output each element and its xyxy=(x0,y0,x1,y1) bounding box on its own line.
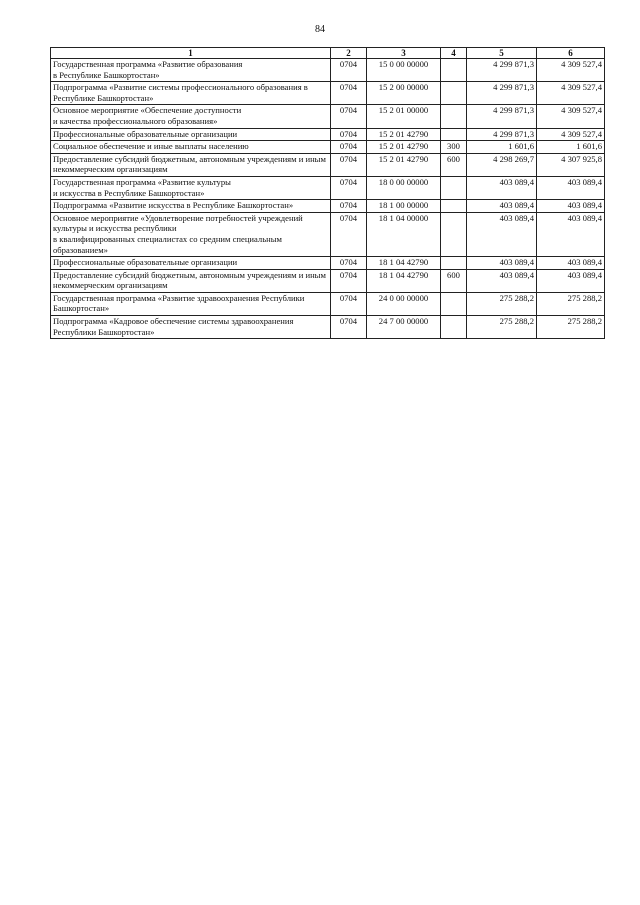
row-expense-type: 300 xyxy=(441,141,467,154)
row-expense-type xyxy=(441,176,467,199)
table-row xyxy=(51,257,605,270)
row-value-year1: 4 299 871,3 xyxy=(467,105,537,128)
row-name: Подпрограмма «Развитие системы профессионального образования в Республике Башкортостан» xyxy=(51,82,331,105)
row-expense-type xyxy=(441,200,467,213)
row-section-code: 0704 xyxy=(331,128,367,141)
row-section-code: 0704 xyxy=(331,153,367,176)
row-target-code: 18 0 00 00000 xyxy=(367,176,441,199)
row-section-code: 0704 xyxy=(331,269,367,292)
row-expense-type: 600 xyxy=(441,153,467,176)
row-value-year2: 403 089,4 xyxy=(537,200,605,213)
row-target-code: 18 1 04 42790 xyxy=(367,269,441,292)
row-expense-type xyxy=(441,292,467,315)
row-target-code: 15 2 01 42790 xyxy=(367,141,441,154)
row-name: Профессиональные образовательные организации xyxy=(51,257,331,270)
row-name: Государственная программа «Развитие здравоохранения Республики Башкортостан» xyxy=(51,292,331,315)
row-value-year1: 403 089,4 xyxy=(467,212,537,256)
table-row xyxy=(51,128,605,141)
row-target-code: 15 2 01 00000 xyxy=(367,105,441,128)
row-name: Государственная программа «Развитие культуры и искусства в Республике Башкортостан» xyxy=(51,176,331,199)
row-value-year1: 4 299 871,3 xyxy=(467,59,537,82)
row-value-year2: 403 089,4 xyxy=(537,176,605,199)
table-row xyxy=(51,82,605,105)
row-value-year1: 403 089,4 xyxy=(467,257,537,270)
table-row xyxy=(51,176,605,199)
column-header: 5 xyxy=(467,48,537,59)
row-value-year2: 4 309 527,4 xyxy=(537,82,605,105)
row-value-year1: 4 299 871,3 xyxy=(467,128,537,141)
row-section-code: 0704 xyxy=(331,176,367,199)
row-name: Основное мероприятие «Обеспечение доступности и качества профессионального образования» xyxy=(51,105,331,128)
row-name: Социальное обеспечение и иные выплаты населению xyxy=(51,141,331,154)
row-name: Основное мероприятие «Удовлетворение потребностей учреждений культуры и искусства республики в квалифицированных специалистах со средним специальным образованием» xyxy=(51,212,331,256)
row-expense-type xyxy=(441,257,467,270)
row-value-year2: 1 601,6 xyxy=(537,141,605,154)
row-value-year1: 403 089,4 xyxy=(467,269,537,292)
row-section-code: 0704 xyxy=(331,316,367,339)
row-value-year2: 4 309 527,4 xyxy=(537,59,605,82)
row-value-year2: 275 288,2 xyxy=(537,316,605,339)
row-target-code: 15 2 01 42790 xyxy=(367,153,441,176)
row-value-year2: 403 089,4 xyxy=(537,257,605,270)
row-value-year1: 4 298 269,7 xyxy=(467,153,537,176)
row-target-code: 18 1 04 00000 xyxy=(367,212,441,256)
row-value-year2: 275 288,2 xyxy=(537,292,605,315)
row-target-code: 24 7 00 00000 xyxy=(367,316,441,339)
table-row xyxy=(51,141,605,154)
table-row xyxy=(51,269,605,292)
table-body xyxy=(51,59,605,339)
row-name: Предоставление субсидий бюджетным, автономным учреждениям и иным некоммерческим организациям xyxy=(51,153,331,176)
row-name: Государственная программа «Развитие образования в Республике Башкортостан» xyxy=(51,59,331,82)
row-value-year1: 1 601,6 xyxy=(467,141,537,154)
row-name: Профессиональные образовательные организации xyxy=(51,128,331,141)
row-section-code: 0704 xyxy=(331,141,367,154)
column-header: 1 xyxy=(51,48,331,59)
row-section-code: 0704 xyxy=(331,82,367,105)
row-section-code: 0704 xyxy=(331,200,367,213)
table-row xyxy=(51,59,605,82)
row-value-year1: 403 089,4 xyxy=(467,200,537,213)
row-section-code: 0704 xyxy=(331,292,367,315)
table-row xyxy=(51,316,605,339)
column-header: 4 xyxy=(441,48,467,59)
row-expense-type xyxy=(441,212,467,256)
row-section-code: 0704 xyxy=(331,105,367,128)
row-expense-type xyxy=(441,316,467,339)
column-header: 6 xyxy=(537,48,605,59)
row-target-code: 24 0 00 00000 xyxy=(367,292,441,315)
row-target-code: 15 0 00 00000 xyxy=(367,59,441,82)
column-header: 2 xyxy=(331,48,367,59)
row-target-code: 15 2 01 42790 xyxy=(367,128,441,141)
row-expense-type: 600 xyxy=(441,269,467,292)
row-section-code: 0704 xyxy=(331,59,367,82)
row-name: Подпрограмма «Развитие искусства в Республике Башкортостан» xyxy=(51,200,331,213)
budget-table xyxy=(50,47,605,339)
row-value-year1: 403 089,4 xyxy=(467,176,537,199)
row-section-code: 0704 xyxy=(331,257,367,270)
row-value-year2: 4 307 925,8 xyxy=(537,153,605,176)
table-row xyxy=(51,212,605,256)
row-target-code: 18 1 04 42790 xyxy=(367,257,441,270)
table-row xyxy=(51,200,605,213)
row-value-year1: 275 288,2 xyxy=(467,292,537,315)
row-name: Предоставление субсидий бюджетным, автономным учреждениям и иным некоммерческим организациям xyxy=(51,269,331,292)
row-expense-type xyxy=(441,82,467,105)
row-value-year2: 403 089,4 xyxy=(537,269,605,292)
row-value-year2: 4 309 527,4 xyxy=(537,128,605,141)
page-number: 84 xyxy=(315,24,325,35)
table-row xyxy=(51,153,605,176)
row-expense-type xyxy=(441,105,467,128)
row-section-code: 0704 xyxy=(331,212,367,256)
table-row xyxy=(51,105,605,128)
column-header: 3 xyxy=(367,48,441,59)
row-value-year2: 403 089,4 xyxy=(537,212,605,256)
row-expense-type xyxy=(441,128,467,141)
row-value-year2: 4 309 527,4 xyxy=(537,105,605,128)
row-name: Подпрограмма «Кадровое обеспечение системы здравоохранения Республики Башкортостан» xyxy=(51,316,331,339)
row-expense-type xyxy=(441,59,467,82)
row-target-code: 18 1 00 00000 xyxy=(367,200,441,213)
row-value-year1: 4 299 871,3 xyxy=(467,82,537,105)
table-header-row xyxy=(51,48,605,59)
row-value-year1: 275 288,2 xyxy=(467,316,537,339)
table-row xyxy=(51,292,605,315)
row-target-code: 15 2 00 00000 xyxy=(367,82,441,105)
